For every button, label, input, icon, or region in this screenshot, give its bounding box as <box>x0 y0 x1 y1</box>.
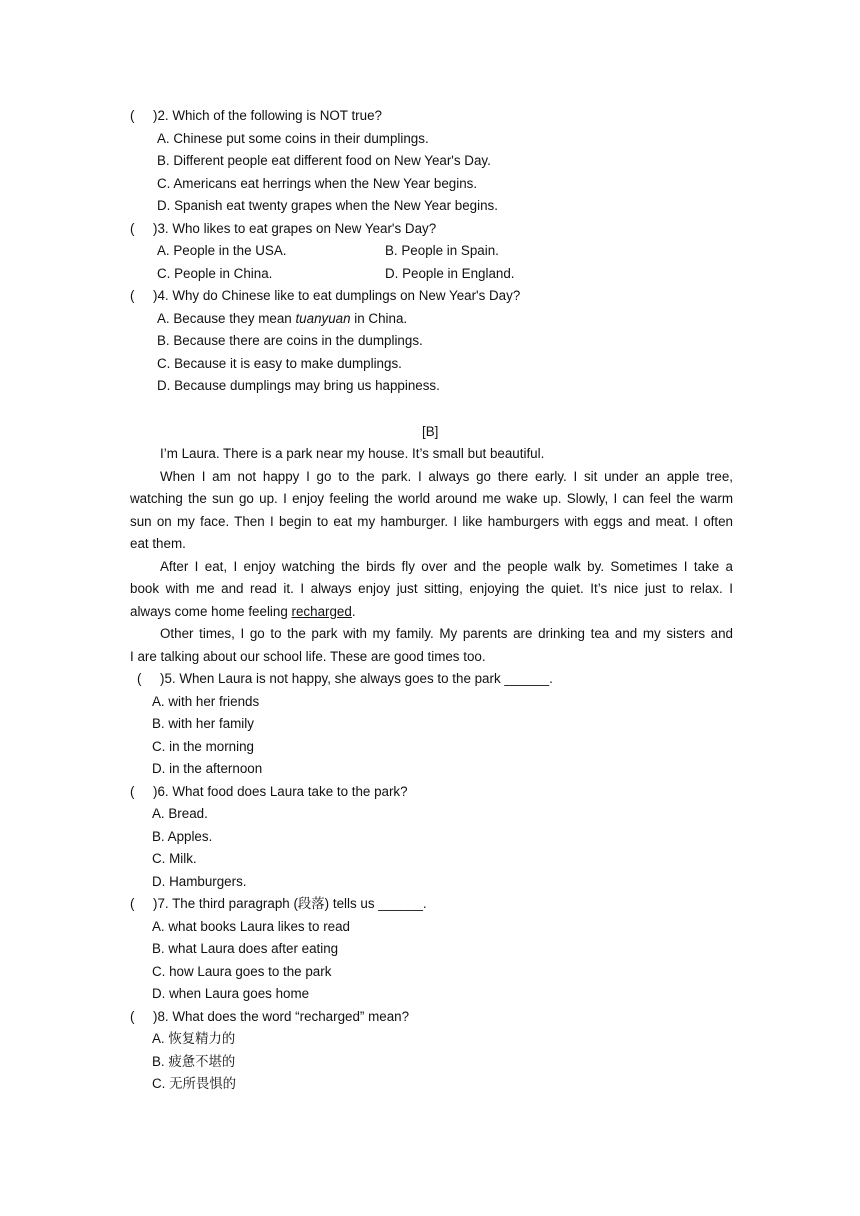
option-4d: D. Because dumplings may bring us happiness. <box>157 378 440 393</box>
question-5 <box>137 668 553 690</box>
answer-paren: ( <box>130 896 135 911</box>
option-3b: B. People in Spain. <box>385 243 499 258</box>
passage-p3-line: After I eat, I enjoy watching the birds fly over and the people walk by. Sometimes I take a <box>160 559 733 574</box>
answer-paren: ( <box>130 784 135 799</box>
option-2b: B. Different people eat different food on New Year's Day. <box>157 153 491 168</box>
option-5c: C. in the morning <box>152 739 254 754</box>
option-6c: C. Milk. <box>152 851 197 866</box>
option-8b: B. 疲惫不堪的 <box>152 1054 236 1069</box>
question-text: )8. What does the word “recharged” mean? <box>153 1009 410 1024</box>
passage-text: always come home feeling <box>130 604 292 619</box>
question-6 <box>130 781 408 803</box>
question-8 <box>130 1006 409 1028</box>
option-5b: B. with her family <box>152 716 254 731</box>
question-7 <box>130 893 427 915</box>
option-6d: D. Hamburgers. <box>152 874 247 889</box>
passage-paragraph-1: I’m Laura. There is a park near my house. It’s small but beautiful. <box>160 446 545 461</box>
passage-p4-line: I are talking about our school life. These are good times too. <box>130 649 486 664</box>
option-text: in China. <box>350 311 408 326</box>
answer-paren: ( <box>130 1009 135 1024</box>
passage-text: . <box>351 604 356 619</box>
option-7c: C. how Laura goes to the park <box>152 964 332 979</box>
passage-p3-line <box>130 601 356 623</box>
passage-p2-line: eat them. <box>130 536 186 551</box>
answer-paren: ( <box>130 221 135 236</box>
option-8c: C. 无所畏惧的 <box>152 1076 237 1091</box>
underlined-word: recharged <box>291 604 352 619</box>
section-b-heading: [B] <box>422 424 439 439</box>
option-4a <box>157 308 407 330</box>
question-text: )7. The third paragraph (段落) tells us ______. <box>153 896 427 911</box>
option-4c: C. Because it is easy to make dumplings. <box>157 356 402 371</box>
question-text: )2. Which of the following is NOT true? <box>153 108 382 123</box>
option-7b: B. what Laura does after eating <box>152 941 339 956</box>
answer-paren: ( <box>137 671 142 686</box>
option-6b: B. Apples. <box>152 829 213 844</box>
question-text: )6. What food does Laura take to the park? <box>153 784 408 799</box>
option-2a: A. Chinese put some coins in their dumplings. <box>157 131 429 146</box>
option-6a: A. Bread. <box>152 806 208 821</box>
answer-paren: ( <box>130 108 135 123</box>
question-text: )5. When Laura is not happy, she always goes to the park ______. <box>160 671 553 686</box>
question-2 <box>130 105 382 127</box>
option-text: A. Because they mean <box>157 311 296 326</box>
option-3c: C. People in China. <box>157 266 273 281</box>
passage-p2-line: watching the sun go up. I enjoy feeling the world around me wake up. Slowly, I can feel the warm <box>130 491 733 506</box>
option-2c: C. Americans eat herrings when the New Year begins. <box>157 176 478 191</box>
answer-paren: ( <box>130 288 135 303</box>
option-3d: D. People in England. <box>385 266 515 281</box>
question-3 <box>130 218 436 240</box>
passage-p4-line: Other times, I go to the park with my family. My parents are drinking tea and my sisters and <box>160 626 733 641</box>
passage-p2-line: When I am not happy I go to the park. I always go there early. I sit under an apple tree, <box>160 469 733 484</box>
option-5d: D. in the afternoon <box>152 761 263 776</box>
option-3a: A. People in the USA. <box>157 243 287 258</box>
question-4 <box>130 285 520 307</box>
passage-p3-line: book with me and read it. I always enjoy just sitting, enjoying the quiet. It’s nice just to relax. I <box>130 581 733 596</box>
option-8a: A. 恢复精力的 <box>152 1031 236 1046</box>
passage-p2-line: sun on my face. Then I begin to eat my hamburger. I like hamburgers with eggs and meat. I often <box>130 514 733 529</box>
option-7a: A. what books Laura likes to read <box>152 919 350 934</box>
question-text: )4. Why do Chinese like to eat dumplings on New Year's Day? <box>153 288 521 303</box>
option-5a: A. with her friends <box>152 694 260 709</box>
option-2d: D. Spanish eat twenty grapes when the New Year begins. <box>157 198 498 213</box>
pinyin-term: tuanyuan <box>295 311 351 326</box>
option-7d: D. when Laura goes home <box>152 986 310 1001</box>
option-4b: B. Because there are coins in the dumplings. <box>157 333 423 348</box>
question-text: )3. Who likes to eat grapes on New Year's Day? <box>153 221 437 236</box>
